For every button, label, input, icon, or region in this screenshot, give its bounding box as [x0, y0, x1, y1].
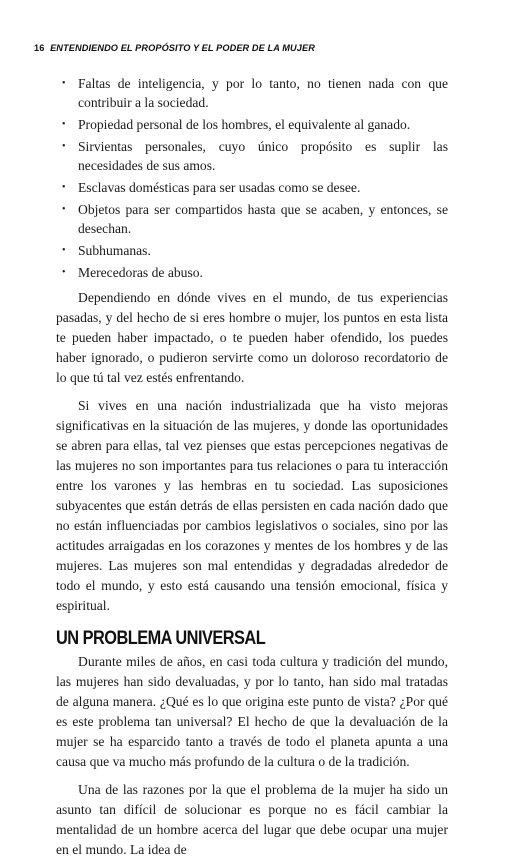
body-paragraph: Si vives en una nación industrializada que ha visto mejoras significativas en la situación de las mujeres, y donde las oportunidades se abren para ellas, tal vez pienses que estas percepciones negativas de las mujeres no son importantes para tus relaciones o para tu interacción entre los varones y las hembras en tu sociedad. Las suposiciones subyacentes que están detrás de ellas persisten en cada nación dado que no están influenciadas por cambios legislativos o sociales, sino por las actitudes arraigadas en los corazones y mentes de los hombres y de las mujeres. Las mujeres son mal entendidas y degradadas alrededor de todo el mundo, y esto está causando una tensión emocional, física y espiritual. [56, 398, 448, 613]
bullet-icon: • [62, 267, 66, 278]
list-item [56, 74, 448, 112]
list-item [56, 137, 448, 175]
running-head [34, 43, 315, 53]
list-item-text: Faltas de inteligencia, y por lo tanto, no tienen nada con que contribuir a la sociedad. [78, 76, 448, 110]
page-number: 16 [34, 43, 45, 53]
bullet-icon: • [62, 245, 66, 256]
section-heading: UN PROBLEMA UNIVERSAL [56, 628, 266, 649]
list-item [56, 263, 448, 282]
list-item-text: Objetos para ser compartidos hasta que se acaben, y entonces, se desechan. [78, 202, 448, 236]
bullet-icon: • [62, 119, 66, 130]
bullet-list [56, 74, 448, 282]
bullet-icon: • [62, 78, 66, 89]
list-item-text: Sirvientas personales, cuyo único propósito es suplir las necesidades de sus amos. [78, 139, 448, 173]
list-item-text: Esclavas domésticas para ser usadas como se desee. [78, 180, 361, 195]
bullet-icon: • [62, 182, 66, 193]
list-item [56, 200, 448, 238]
body-paragraph: Una de las razones por la que el problema de la mujer ha sido un asunto tan difícil de solucionar es porque no es fácil cambiar la mentalidad de un hombre acerca del lugar que debe ocupar una mujer en el mundo. La idea de [56, 782, 448, 857]
page-body [56, 74, 448, 868]
bullet-icon: • [62, 204, 66, 215]
bullet-icon: • [62, 141, 66, 152]
list-item-text: Merecedoras de abuso. [78, 265, 203, 280]
list-item [56, 178, 448, 197]
list-item [56, 241, 448, 260]
list-item [56, 115, 448, 134]
list-item-text: Subhumanas. [78, 243, 151, 258]
running-head-title: ENTENDIENDO EL PROPÓSITO Y EL PODER DE LA MUJER [50, 43, 315, 53]
body-paragraph: Dependiendo en dónde vives en el mundo, de tus experiencias pasadas, y del hecho de si eres hombre o mujer, los puntos en esta lista te pueden haber impactado, o te pueden haber ofendido, los puedes haber ignorado, o pudieron servirte como un doloroso recordatorio de lo que tú tal vez estés enfrentando. [56, 290, 448, 385]
list-item-text: Propiedad personal de los hombres, el equivalente al ganado. [78, 117, 411, 132]
body-paragraph: Durante miles de años, en casi toda cultura y tradición del mundo, las mujeres han sido devaluadas, y por lo tanto, han sido mal tratadas de alguna manera. ¿Qué es lo que origina este punto de vista? ¿Por qué es este problema tan universal? El hecho de que la devaluación de la mujer se ha esparcido tanto a través de todo el planeta apunta a una causa que va mucho más profundo de la cultura o de la tradición. [56, 654, 448, 769]
